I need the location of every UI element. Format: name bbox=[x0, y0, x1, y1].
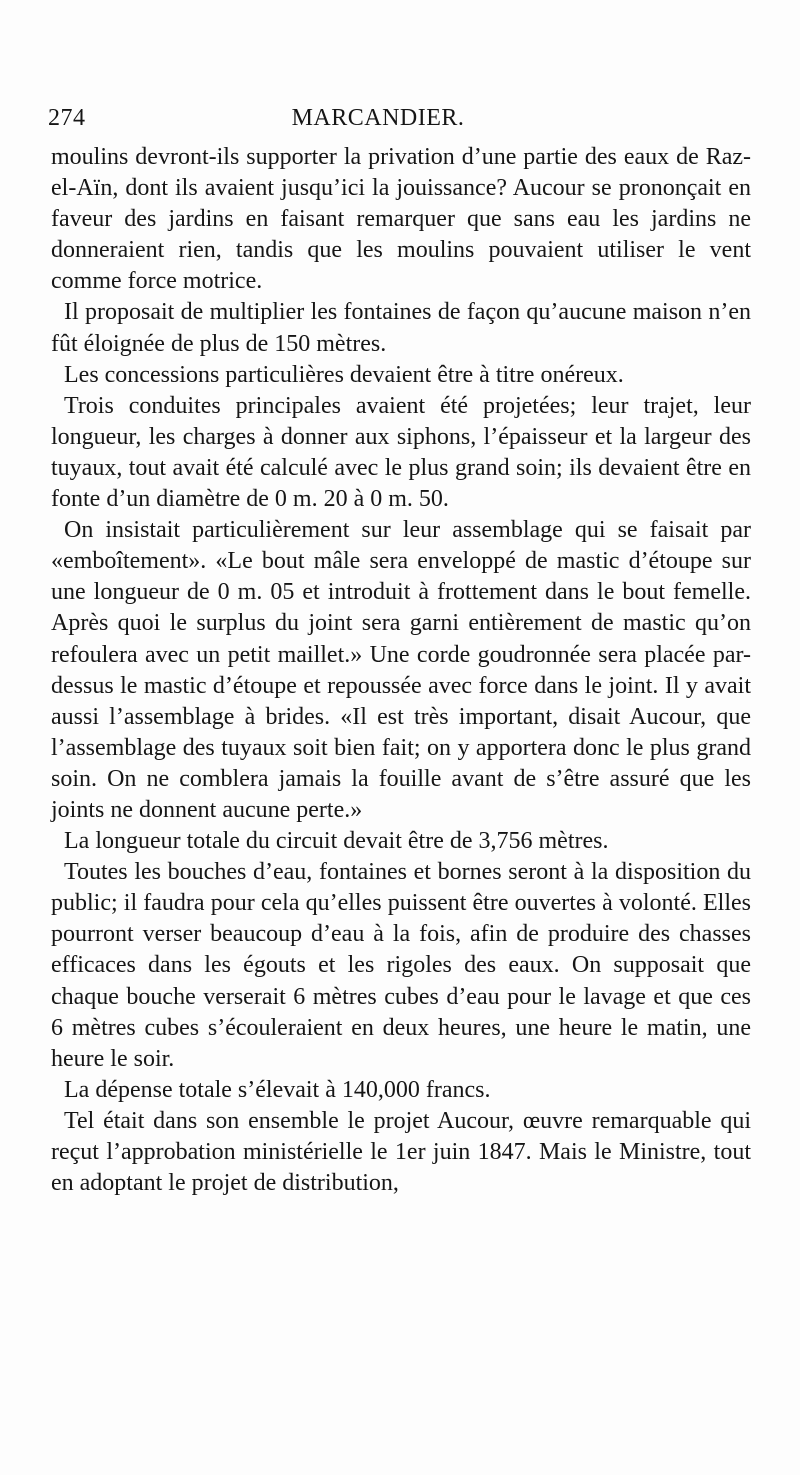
paragraph-circuit-length: La longueur totale du circuit devait être de 3,756 mètres. bbox=[64, 828, 609, 855]
paragraph-approval: Tel était dans son ensemble le projet Aucour, œuvre remarquable qui reçut l’approbation ministérielle le 1er juin 1847. Mais le Ministre, tout en adoptant le projet de distribution, bbox=[51, 1107, 751, 1197]
paragraph-conduits: Trois conduites principales avaient été projetées; leur trajet, leur longueur, les charges à donner aux siphons, l’épaisseur et la largeur des tuyaux, tout avait été calculé avec le plus grand soin; ils devaient être en fonte d’un diamètre de 0 m. 20 à 0 m. 50. bbox=[51, 392, 751, 513]
paragraph-public-outlets: Toutes les bouches d’eau, fontaines et bornes seront à la disposition du public; il faudra pour cela qu’elles puissent être ouvertes à volonté. Elles pourront verser beaucoup d’eau à la fois, afin de produire des chasses efficaces dans les égouts et les rigoles des eaux. On supposait que chaque bouche verserait 6 mètres cubes d’eau pour le lavage et que ces 6 mètres cubes s’écouleraient en deux heures, une heure le matin, une heure le soir. bbox=[51, 859, 751, 1072]
body-text bbox=[51, 142, 751, 1199]
running-head: MARCANDIER. bbox=[291, 105, 465, 131]
page-number: 274 bbox=[48, 105, 86, 131]
paragraph-continuation: moulins devront-ils supporter la privation d’une partie des eaux de Raz-el-Aïn, dont ils avaient jusqu’ici la jouissance? Aucour se prononçait en faveur des jardins en faisant remarquer que sans eau les jardins ne donneraient rien, tandis que les moulins pouvaient utiliser le vent comme force motrice. bbox=[51, 144, 751, 295]
paragraph-concessions: Les concessions particulières devaient être à titre onéreux. bbox=[64, 361, 624, 388]
paragraph-total-cost: La dépense totale s’élevait à 140,000 francs. bbox=[64, 1076, 491, 1103]
page-header bbox=[48, 105, 708, 139]
paragraph-fountains: Il proposait de multiplier les fontaines de façon qu’aucune maison n’en fût éloignée de plus de 150 mètres. bbox=[51, 299, 751, 357]
paragraph-assembly: On insistait particulièrement sur leur assemblage qui se faisait par «emboîtement». «Le bout mâle sera enveloppé de mastic d’étoupe sur une longueur de 0 m. 05 et introduit à frottement dans le bout femelle. Après quoi le surplus du joint sera garni entièrement de mastic qu’on refoulera avec un petit maillet.» Une corde goudronnée sera placée par-dessus le mastic d’étoupe et repoussée avec force dans le joint. Il y avait aussi l’assemblage à brides. «Il est très important, disait Aucour, que l’assemblage des tuyaux soit bien fait; on y apportera donc le plus grand soin. On ne comblera jamais la fouille avant de s’être assuré que les joints ne donnent aucune perte.» bbox=[51, 517, 751, 823]
